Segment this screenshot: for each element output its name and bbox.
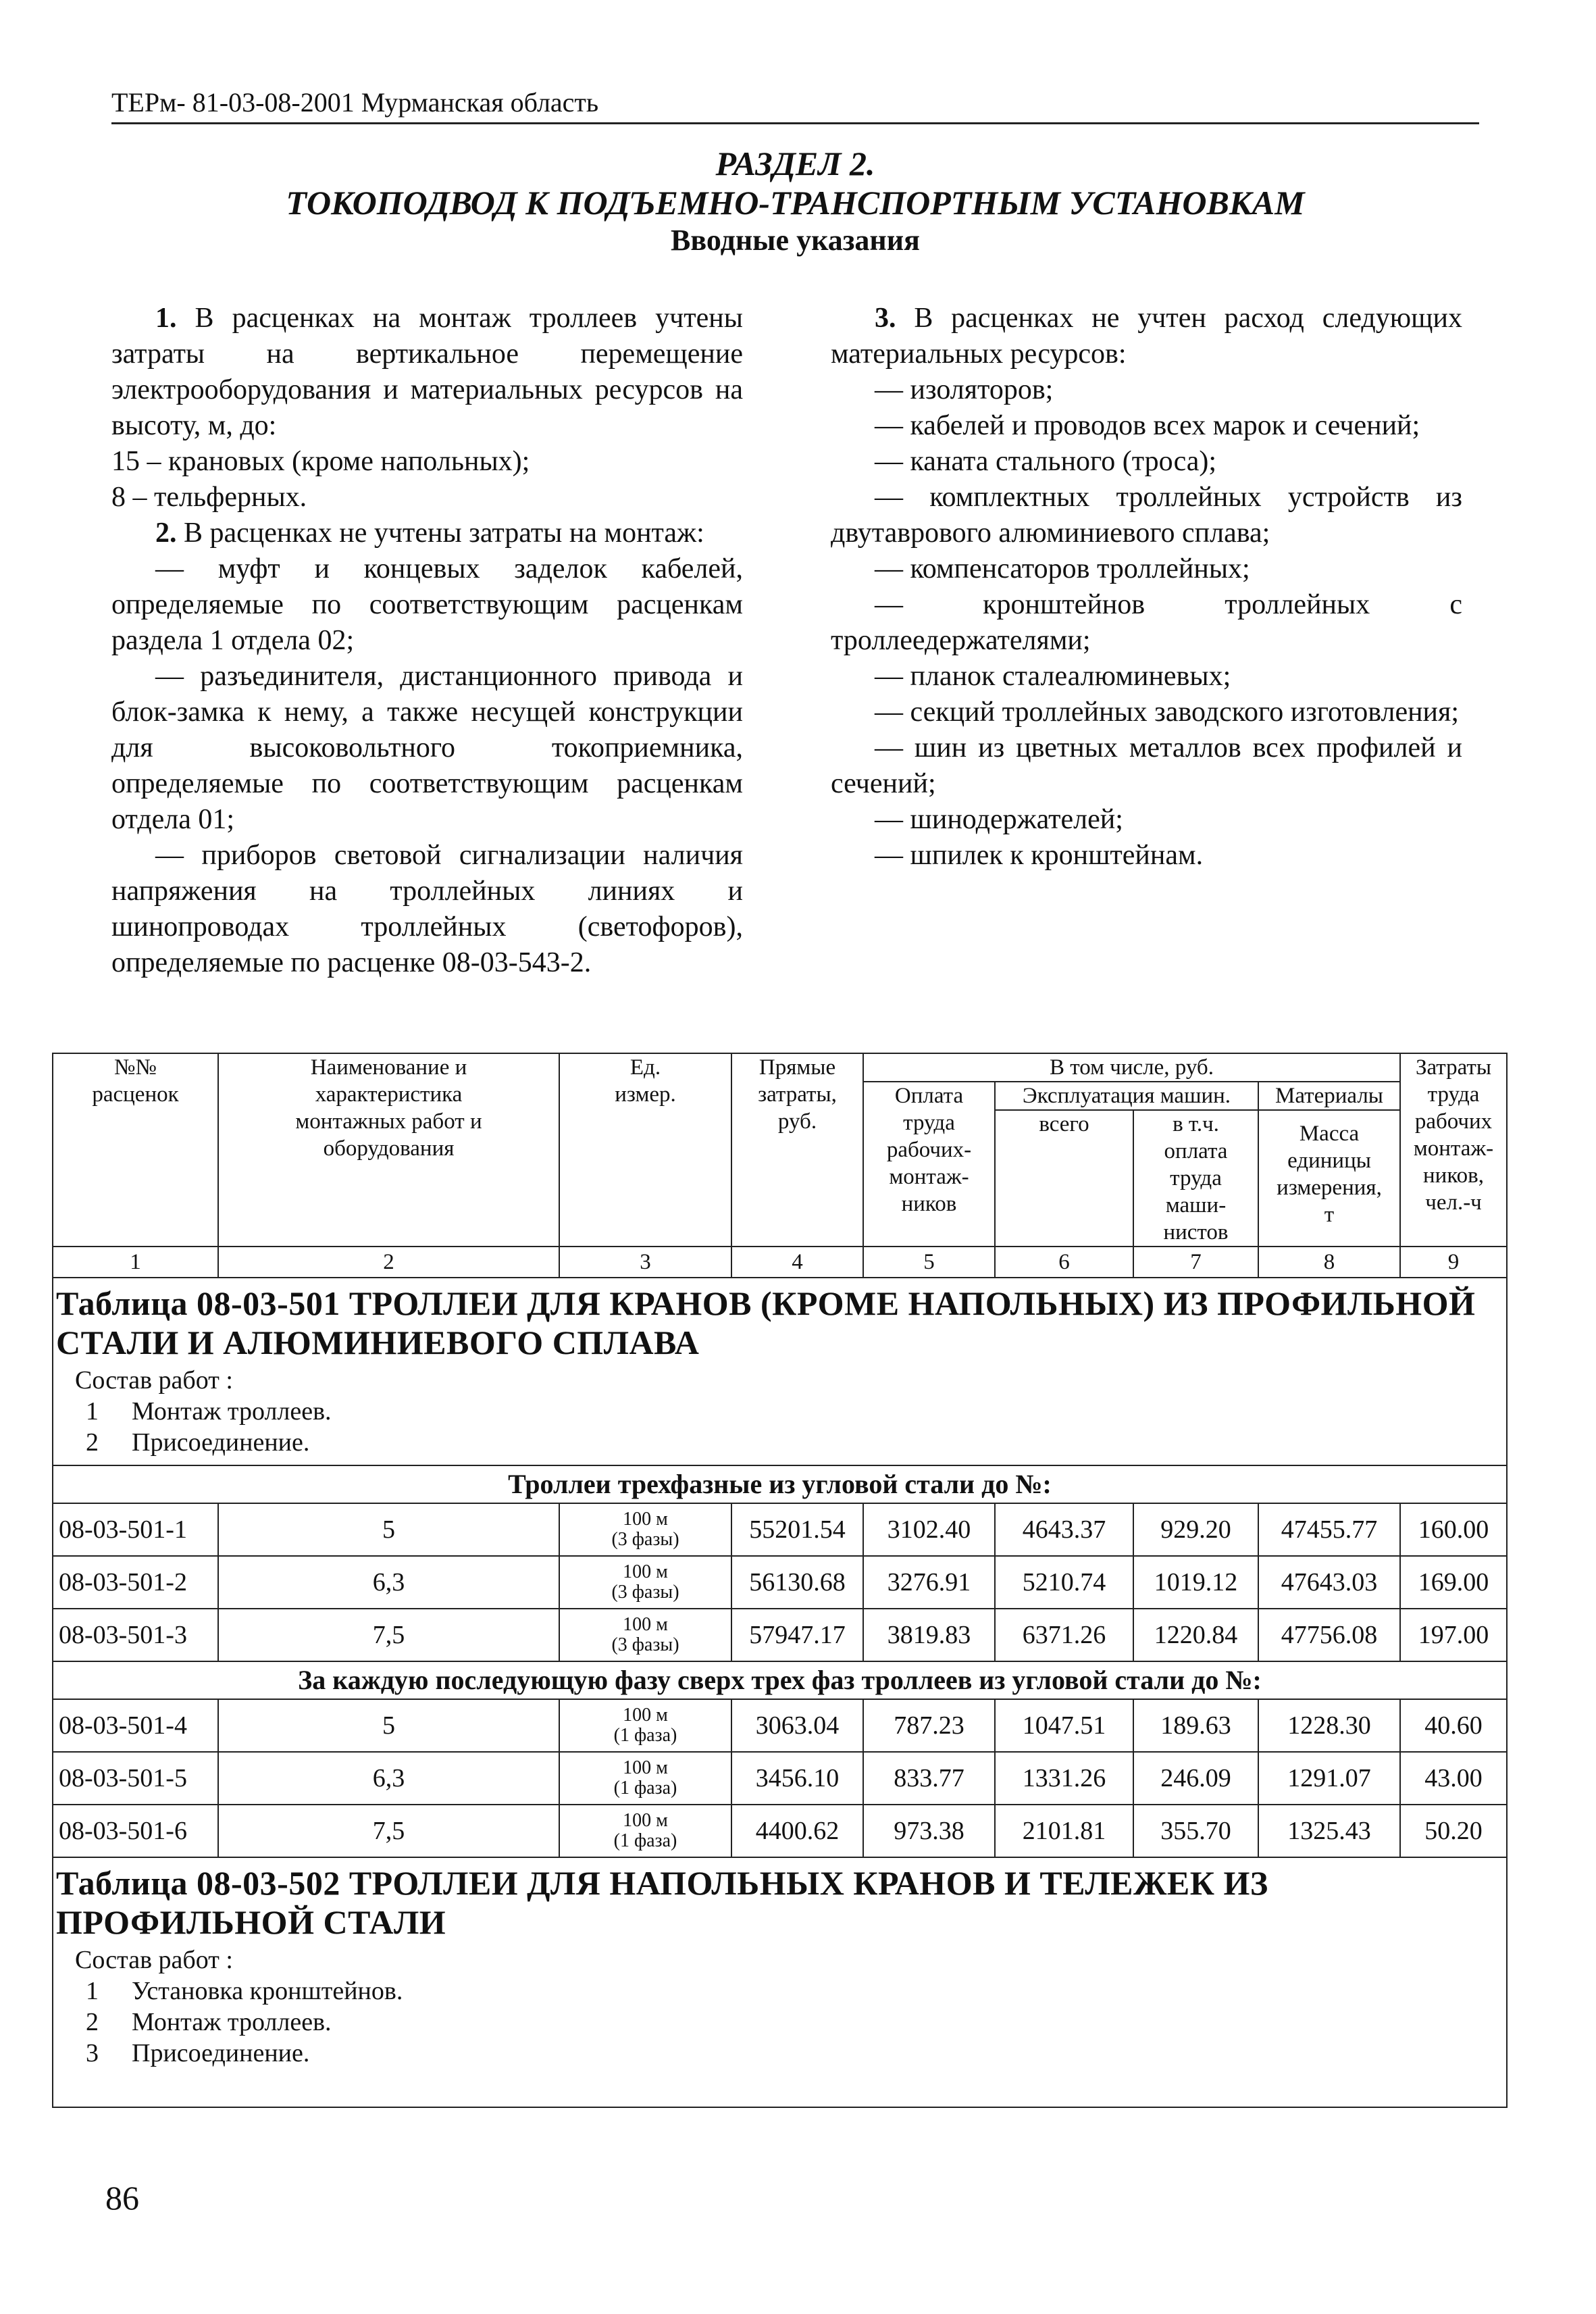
cell-materials: 1325.43 [1258,1805,1400,1857]
instruction-paragraph-1 [111,301,743,444]
works-item: 1 Монтаж троллеев. [86,1397,332,1426]
cell-effort: 50.20 [1400,1805,1507,1857]
column-number: 4 [731,1247,863,1278]
table-row [53,1805,1507,1857]
instruction-item: 15 – крановых (кроме напольных); [111,446,530,477]
intro-heading: Вводные указания [671,224,920,257]
table-row [53,1699,1507,1752]
instructions-left-column [111,301,743,981]
material-item: — кабелей и проводов всех марок и сечений; [875,410,1420,441]
material-item: — шин из цветных металлов всех профилей и сечений; [831,732,1462,799]
cell-unit: 100 м (3 фазы) [559,1609,731,1661]
header-cell-machines-total: всего [995,1110,1133,1247]
material-item: — изоляторов; [875,374,1054,405]
table-row [53,1752,1507,1805]
material-item: — шинодержателей; [875,804,1123,835]
table-header-row [53,1053,1507,1082]
paragraph-text: В расценках не учтен расход следующих материальных ресурсов: [831,303,1462,370]
works-item: 2 Монтаж троллеев. [86,2008,332,2036]
paragraph-number: 2. [155,518,177,549]
material-item: — планок сталеалюминевых; [875,661,1231,692]
table-row [53,1503,1507,1556]
cell-unit: 100 м (1 фаза) [559,1699,731,1752]
column-number: 7 [1133,1247,1258,1278]
cell-materials: 1291.07 [1258,1752,1400,1805]
table-title: Таблица 08-03-501 ТРОЛЛЕИ ДЛЯ КРАНОВ (КРОМЕ НАПОЛЬНЫХ) ИЗ ПРОФИЛЬНОЙ СТАЛИ И АЛЮМИНИЕВОГО СПЛАВА [56,1284,1476,1361]
works-item: 3 Присоединение. [86,2039,310,2067]
cell-machinist-wages: 355.70 [1133,1805,1258,1857]
cell-effort: 160.00 [1400,1503,1507,1556]
cell-materials: 47643.03 [1258,1556,1400,1609]
column-number: 8 [1258,1247,1400,1278]
cell-unit: 100 м (3 фазы) [559,1503,731,1556]
header-cell-machines: Эксплуатация машин. [995,1082,1258,1110]
cell-machines: 2101.81 [995,1805,1133,1857]
works-label: Состав работ : [75,1946,233,1974]
cell-code: 08-03-501-2 [53,1556,218,1609]
header-cell-direct-costs: Прямые затраты, руб. [731,1053,863,1247]
paragraph-number: 1. [155,303,177,334]
cell-machines: 4643.37 [995,1503,1133,1556]
header-cell-machinist-wages: в т.ч. оплата труда маши- нистов [1133,1110,1258,1247]
column-number-row [53,1247,1507,1278]
table-caption-row [53,1278,1507,1465]
rates-table [52,1053,1508,2108]
page-number: 86 [105,2179,139,2217]
column-number: 5 [863,1247,995,1278]
header-cell-code: №№ расценок [53,1053,218,1247]
group-caption: Троллеи трехфазные из угловой стали до №: [53,1465,1507,1503]
table-row [53,1609,1507,1661]
table-tail-space [56,2069,1503,2100]
cell-effort: 43.00 [1400,1752,1507,1805]
cell-unit: 100 м (3 фазы) [559,1556,731,1609]
cell-direct: 4400.62 [731,1805,863,1857]
cell-machinist-wages: 929.20 [1133,1503,1258,1556]
material-item: — компенсаторов троллейных; [875,553,1250,584]
instruction-item: — разъединителя, дистанционного привода и блок-замка к нему, а также несущей конструкции для высоковольтного токоприемника, определяемые по соответствующим расценкам отдела 01; [111,661,743,835]
header-cell-labor-wages: Оплата труда рабочих- монтаж- ников [863,1082,995,1247]
cell-name: 6,3 [218,1752,559,1805]
section-title: РАЗДЕЛ 2. [715,145,875,182]
cell-name: 7,5 [218,1805,559,1857]
material-item: — шпилек к кронштейнам. [875,840,1204,871]
material-item: — секций троллейных заводского изготовления; [875,697,1460,728]
document-header: ТЕРм- 81-03-08-2001 Мурманская область [111,87,599,118]
table-row [53,1556,1507,1609]
cell-materials: 47756.08 [1258,1609,1400,1661]
cell-labor: 973.38 [863,1805,995,1857]
cell-machinist-wages: 189.63 [1133,1699,1258,1752]
cell-machines: 1331.26 [995,1752,1133,1805]
cell-unit: 100 м (1 фаза) [559,1752,731,1805]
group-caption-row [53,1465,1507,1503]
cell-machinist-wages: 1019.12 [1133,1556,1258,1609]
cell-effort: 169.00 [1400,1556,1507,1609]
instruction-item: — муфт и концевых заделок кабелей, определяемые по соответствующим расценкам раздела 1 отдела 02; [111,553,743,656]
cell-code: 08-03-501-3 [53,1609,218,1661]
cell-labor: 3819.83 [863,1609,995,1661]
header-cell-labor-effort: Затраты труда рабочих монтаж- ников, чел.-ч [1400,1053,1507,1247]
table-caption-501 [53,1278,1507,1465]
group-caption: За каждую последующую фазу сверх трех фаз троллеев из угловой стали до №: [53,1661,1507,1699]
cell-code: 08-03-501-6 [53,1805,218,1857]
cell-materials: 47455.77 [1258,1503,1400,1556]
cell-machinist-wages: 1220.84 [1133,1609,1258,1661]
paragraph-number: 3. [875,303,896,334]
instructions-right-column [831,301,1462,874]
column-number: 3 [559,1247,731,1278]
instruction-paragraph-3 [831,301,1462,372]
cell-effort: 197.00 [1400,1609,1507,1661]
cell-machines: 5210.74 [995,1556,1133,1609]
table-caption-502 [53,1857,1507,2107]
instruction-paragraph-2 [111,515,743,551]
cell-machines: 1047.51 [995,1699,1133,1752]
header-cell-name: Наименование и характеристика монтажных работ и оборудования [218,1053,559,1247]
cell-name: 5 [218,1699,559,1752]
cell-materials: 1228.30 [1258,1699,1400,1752]
cell-effort: 40.60 [1400,1699,1507,1752]
cell-labor: 3102.40 [863,1503,995,1556]
cell-labor: 833.77 [863,1752,995,1805]
cell-machines: 6371.26 [995,1609,1133,1661]
header-cell-unit: Ед. измер. [559,1053,731,1247]
section-subtitle: ТОКОПОДВОД К ПОДЪЕМНО-ТРАНСПОРТНЫМ УСТАНОВКАМ [286,184,1305,222]
group-caption-row [53,1661,1507,1699]
works-label: Состав работ : [75,1366,233,1394]
cell-unit: 100 м (1 фаза) [559,1805,731,1857]
header-cell-including: В том числе, руб. [863,1053,1400,1082]
cell-code: 08-03-501-5 [53,1752,218,1805]
works-item: 1 Установка кронштейнов. [86,1977,403,2005]
material-item: — кронштейнов троллейных с троллеедержателями; [831,589,1462,656]
instruction-item: — приборов световой сигнализации наличия напряжения на троллейных линиях и шинопроводах троллейных (светофоров), определяемые по расценке 08-03-543-2. [111,840,743,978]
works-item: 2 Присоединение. [86,1428,310,1457]
cell-direct: 57947.17 [731,1609,863,1661]
paragraph-text: В расценках не учтены затраты на монтаж: [176,518,704,549]
cell-direct: 56130.68 [731,1556,863,1609]
cell-labor: 3276.91 [863,1556,995,1609]
table-title: Таблица 08-03-502 ТРОЛЛЕИ ДЛЯ НАПОЛЬНЫХ КРАНОВ И ТЕЛЕЖЕК ИЗ ПРОФИЛЬНОЙ СТАЛИ [56,1864,1268,1941]
cell-name: 5 [218,1503,559,1556]
header-cell-materials: Материалы [1258,1082,1400,1110]
cell-code: 08-03-501-4 [53,1699,218,1752]
column-number: 6 [995,1247,1133,1278]
cell-name: 7,5 [218,1609,559,1661]
header-cell-unit-mass: Масса единицы измерения, т [1258,1110,1400,1247]
material-item: — каната стального (троса); [875,446,1217,477]
material-item: — комплектных троллейных устройств из двутаврового алюминиевого сплава; [831,482,1462,549]
cell-machinist-wages: 246.09 [1133,1752,1258,1805]
header-rule [111,122,1479,124]
instruction-item: 8 – тельферных. [111,482,307,513]
cell-labor: 787.23 [863,1699,995,1752]
cell-code: 08-03-501-1 [53,1503,218,1556]
column-number: 9 [1400,1247,1507,1278]
cell-name: 6,3 [218,1556,559,1609]
paragraph-text: В расценках на монтаж троллеев учтены затраты на вертикальное перемещение электрооборудования и материальных ресурсов на высоту, м, до: [111,303,743,441]
column-number: 2 [218,1247,559,1278]
cell-direct: 3456.10 [731,1752,863,1805]
cell-direct: 3063.04 [731,1699,863,1752]
table-caption-row [53,1857,1507,2107]
column-number: 1 [53,1247,218,1278]
cell-direct: 55201.54 [731,1503,863,1556]
